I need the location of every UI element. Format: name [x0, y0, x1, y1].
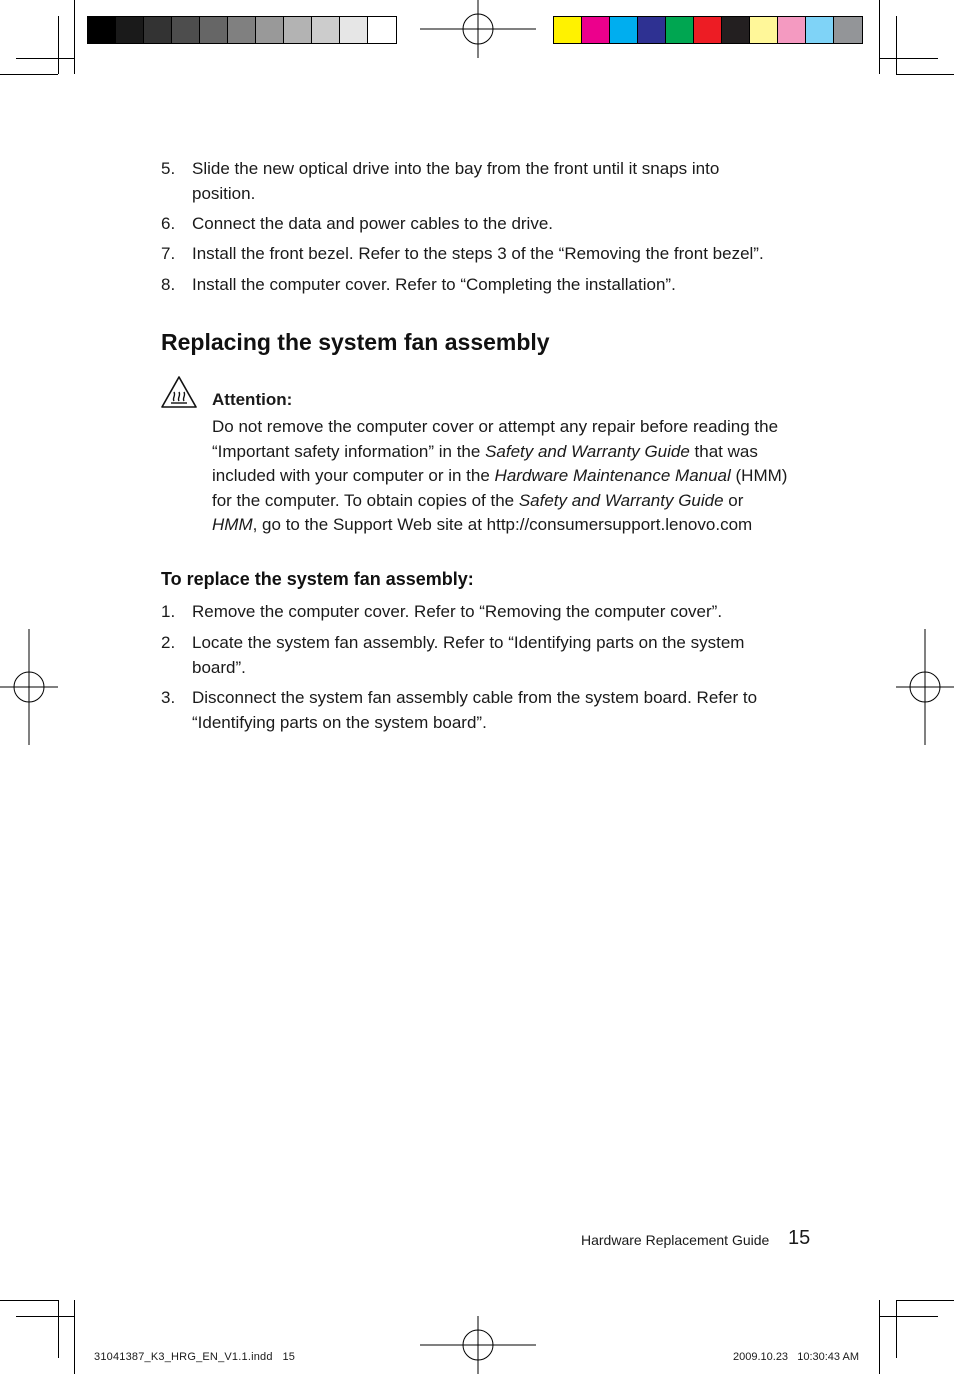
- attention-text: included with your computer or in the: [212, 466, 495, 486]
- color-swatch: [778, 17, 806, 43]
- color-swatch: [368, 17, 396, 43]
- attention-line: [212, 440, 822, 465]
- hot-surface-warning-icon: [160, 375, 198, 409]
- step-item: [161, 242, 821, 267]
- attention-text: “Important safety information” in the: [212, 441, 486, 461]
- step-number: 7.: [161, 244, 176, 263]
- step-text: Remove the computer cover. Refer to “Removing the computer cover”.: [192, 602, 723, 621]
- step-number: 8.: [161, 275, 176, 294]
- attention-label: Attention:: [212, 390, 293, 409]
- attention-text: that was: [689, 441, 758, 461]
- grayscale-color-bar: [87, 16, 397, 44]
- attention-text: for the computer. To obtain copies of the: [212, 490, 519, 510]
- color-swatch: [144, 17, 172, 43]
- support-url-text: , go to the Support Web site at http://consumersupport.lenovo.com: [252, 515, 753, 535]
- step-text: Install the front bezel. Refer to the steps 3 of the “Removing the front bezel”.: [192, 244, 764, 263]
- color-swatch: [172, 17, 200, 43]
- step-text: position.: [192, 183, 256, 203]
- section-title: Replacing the system fan assembly: [161, 329, 550, 355]
- step-number: 2.: [161, 633, 176, 652]
- color-swatch: [312, 17, 340, 43]
- color-swatch: [806, 17, 834, 43]
- color-swatch: [200, 17, 228, 43]
- page-number: 15: [788, 1227, 811, 1249]
- step-item: [161, 273, 821, 298]
- slug-timestamp: 2009.10.23 10:30:43 AM: [733, 1351, 859, 1363]
- registration-mark-top: [420, 0, 536, 58]
- color-swatch: [284, 17, 312, 43]
- hmm-abbrev: HMM: [212, 515, 253, 535]
- color-swatch: [834, 17, 862, 43]
- step-number: 6.: [161, 214, 176, 233]
- process-color-bar: [553, 16, 863, 44]
- color-swatch: [116, 17, 144, 43]
- registration-mark-left: [0, 629, 58, 745]
- footer-guide-title: Hardware Replacement Guide: [581, 1232, 770, 1248]
- attention-text: or: [723, 490, 744, 510]
- step-text: board”.: [192, 657, 246, 677]
- guide-title-safety-warranty: Safety and Warranty Guide: [518, 490, 724, 510]
- step-text: Disconnect the system fan assembly cable from the system board. Refer to: [192, 688, 758, 707]
- color-swatch: [582, 17, 610, 43]
- step-text: Slide the new optical drive into the bay from the front until it snaps into: [192, 159, 720, 178]
- color-swatch: [88, 17, 116, 43]
- step-item: [161, 157, 821, 206]
- color-swatch: [256, 17, 284, 43]
- attention-text: Do not remove the computer cover or attempt any repair before reading the: [212, 417, 779, 436]
- guide-title-safety-warranty: Safety and Warranty Guide: [485, 441, 690, 461]
- step-item: [161, 686, 821, 735]
- color-swatch: [228, 17, 256, 43]
- step-text: Locate the system fan assembly. Refer to “Identifying parts on the system: [192, 633, 745, 652]
- attention-line: [212, 464, 822, 489]
- step-number: 3.: [161, 688, 176, 707]
- attention-line: [212, 513, 822, 538]
- color-swatch: [750, 17, 778, 43]
- registration-mark-bottom: [420, 1316, 536, 1374]
- step-text: “Identifying parts on the system board”.: [192, 712, 487, 732]
- manual-title-hmm: Hardware Maintenance Manual: [494, 466, 731, 486]
- step-text: Install the computer cover. Refer to “Completing the installation”.: [192, 275, 676, 294]
- attention-body: [212, 415, 822, 538]
- attention-line: [212, 489, 822, 514]
- registration-mark-right: [896, 629, 954, 745]
- step-number: 5.: [161, 159, 176, 178]
- attention-text: (HMM): [730, 466, 788, 486]
- color-swatch: [638, 17, 666, 43]
- step-number: 1.: [161, 602, 176, 621]
- slug-filename: 31041387_K3_HRG_EN_V1.1.indd 15: [94, 1351, 296, 1363]
- color-swatch: [722, 17, 750, 43]
- step-item: [161, 600, 821, 625]
- step-item: [161, 631, 821, 680]
- color-swatch: [340, 17, 368, 43]
- color-swatch: [666, 17, 694, 43]
- attention-line: [212, 415, 822, 440]
- step-text: Connect the data and power cables to the drive.: [192, 214, 554, 233]
- color-swatch: [610, 17, 638, 43]
- subsection-title: To replace the system fan assembly:: [161, 569, 474, 589]
- step-item: [161, 212, 821, 237]
- color-swatch: [554, 17, 582, 43]
- color-swatch: [694, 17, 722, 43]
